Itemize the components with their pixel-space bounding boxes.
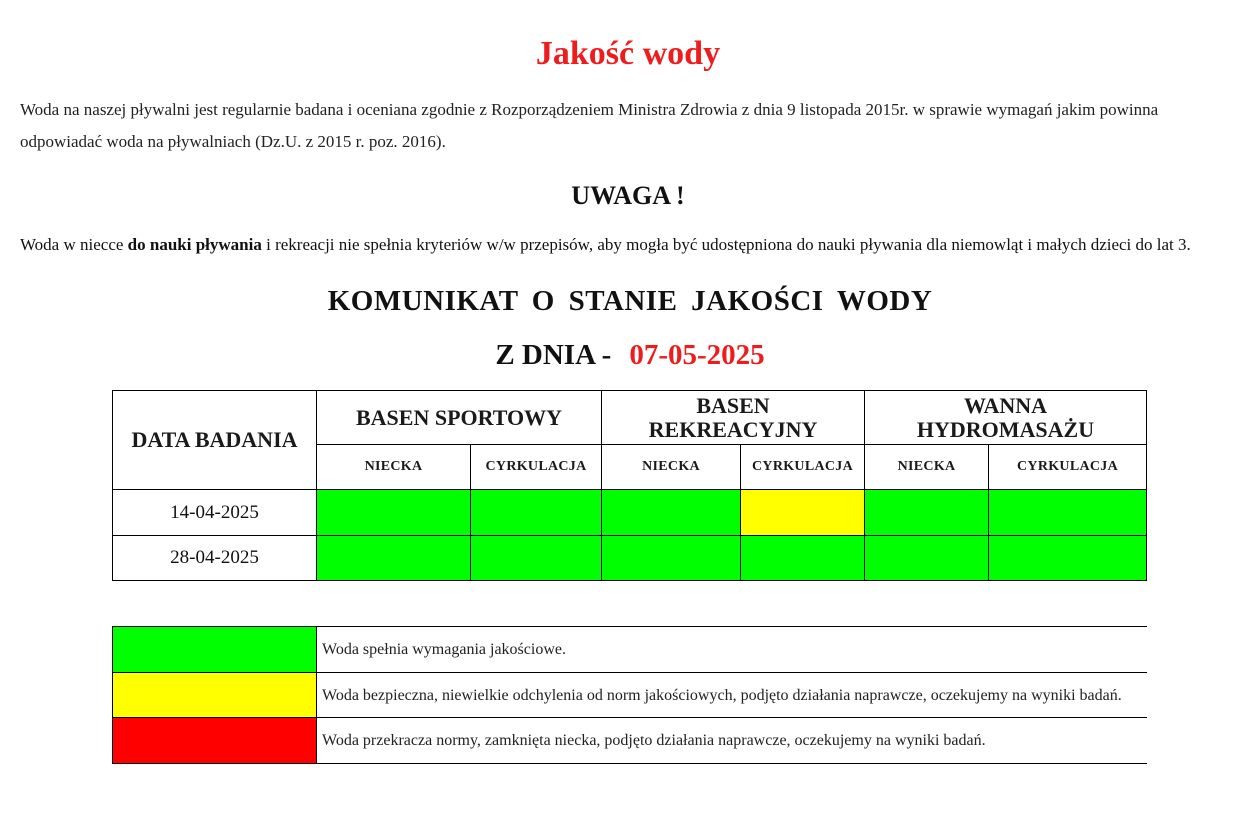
status-cell xyxy=(471,536,602,581)
header-sub: CYRKULACJA xyxy=(471,445,602,490)
legend-text: Woda spełnia wymagania jakościowe. xyxy=(317,627,1147,673)
header-sub: CYRKULACJA xyxy=(989,445,1147,490)
report-date-line xyxy=(0,339,1242,372)
page-title: Jakość wody xyxy=(535,35,721,72)
status-cell xyxy=(317,536,471,581)
header-sub: NIECKA xyxy=(865,445,989,490)
status-cell xyxy=(989,490,1147,536)
notice-text-end: i rekreacji nie spełnia kryteriów w/w przepisów, aby mogła być udostępniona do nauki pływania dla niemowląt i małych dzieci do lat 3. xyxy=(261,235,1191,254)
report-date-value: 07-05-2025 xyxy=(629,339,765,371)
report-date-label: Z DNIA - xyxy=(495,339,612,371)
status-cell xyxy=(865,490,989,536)
header-sub: NIECKA xyxy=(602,445,741,490)
warning-heading: UWAGA ! xyxy=(571,181,685,210)
legend-text: Woda bezpieczna, niewielkie odchylenia od norm jakościowych, podjęto działania naprawcze, oczekujemy na wyniki badań. xyxy=(317,673,1147,718)
legend-text: Woda przekracza normy, zamknięta niecka, podjęto działania naprawcze, oczekujemy na wyniki badań. xyxy=(317,718,1147,764)
legend-swatch-green xyxy=(113,627,317,673)
warning-notice xyxy=(20,233,1235,257)
header-group-hydromassage: WANNA HYDROMASAŻU xyxy=(865,391,1147,445)
header-sub: NIECKA xyxy=(317,445,471,490)
status-cell xyxy=(602,536,741,581)
notice-text-start: Woda w niecce xyxy=(20,235,128,254)
header-date: DATA BADANIA xyxy=(113,391,317,490)
status-cell xyxy=(741,536,865,581)
row-date: 28-04-2025 xyxy=(113,536,317,581)
header-group-recreation: BASEN REKREACYJNY xyxy=(602,391,865,445)
report-heading: KOMUNIKAT O STANIE JAKOŚCI WODY xyxy=(327,285,933,317)
status-cell xyxy=(741,490,865,536)
status-cell xyxy=(471,490,602,536)
water-quality-table xyxy=(112,390,1147,581)
status-cell xyxy=(865,536,989,581)
legend-row xyxy=(113,627,1147,673)
status-cell xyxy=(317,490,471,536)
table-row xyxy=(113,490,1147,536)
notice-text-bold: do nauki pływania xyxy=(127,235,262,254)
header-group-sport: BASEN SPORTOWY xyxy=(317,391,602,445)
intro-paragraph: Woda na naszej pływalni jest regularnie badana i oceniana zgodnie z Rozporządzeniem Ministra Zdrowia z dnia 9 listopada 2015r. w sprawie wymagań jakim powinna odpowiadać woda na pływalniach (Dz.U. z 2015 r. poz. 2016). xyxy=(20,100,1159,151)
status-cell xyxy=(602,490,741,536)
legend-table xyxy=(112,626,1147,764)
status-cell xyxy=(989,536,1147,581)
legend-swatch-red xyxy=(113,718,317,764)
legend-row xyxy=(113,718,1147,764)
header-sub: CYRKULACJA xyxy=(741,445,865,490)
table-row xyxy=(113,536,1147,581)
legend-swatch-yellow xyxy=(113,673,317,718)
row-date: 14-04-2025 xyxy=(113,490,317,536)
legend-row xyxy=(113,673,1147,718)
